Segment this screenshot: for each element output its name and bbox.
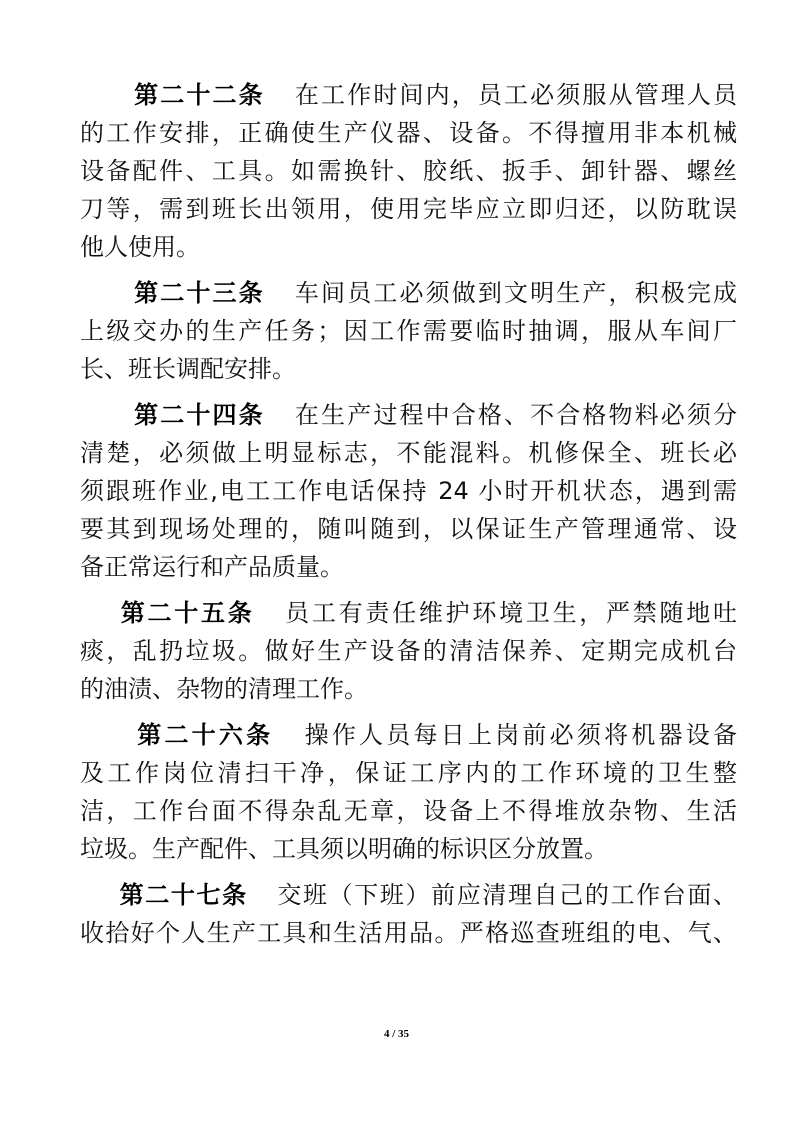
article-27-first-line [80,876,737,914]
article-23-first-line [80,274,737,312]
article-text: 员工有责任维护环境卫生，严禁随地吐 [282,599,738,627]
article-text-line: 洁，工作台面不得杂乱无章，设备上不得堆放杂物、生活 [80,797,737,825]
article-text: 在工作时间内，员工必须服从管理人员 [292,81,738,109]
article-heading: 第二十二条 [132,81,265,109]
article-text-line: 设备配件、工具。如需换针、胶纸、扳手、卸针器、螺丝 [80,157,737,185]
article-text: 交班（下班）前应清理自己的工作台面、 [275,881,737,909]
article-text-line: 上级交办的生产任务；因工作需要临时抽调，服从车间厂 [80,317,737,345]
article-text-line: 要其到现场处理的，随叫随到，以保证生产管理通常、设 [80,515,737,543]
article-heading: 第二十三条 [132,279,265,307]
article-text-line: 备正常运行和产品质量。 [80,553,344,581]
article-text-line: 的工作安排，正确使生产仪器、设备。不得擅用非本机械 [80,119,737,147]
article-heading: 第二十六条 [134,721,274,749]
article-text-line: 刀等，需到班长出领用，使用完毕应立即归还，以防耽误 [80,195,737,223]
article-text-line: 长、班长调配安排。 [80,355,296,383]
article-text-line: 他人使用。 [80,233,200,261]
article-heading: 第二十五条 [118,599,255,627]
article-heading: 第二十七条 [118,881,248,909]
article-24-first-line [80,396,737,434]
article-heading: 第二十四条 [132,401,265,429]
article-text-line: 及工作岗位清扫干净，保证工序内的工作环境的卫生整 [80,759,737,787]
article-text-line: 须跟班作业,电工工作电话保持 24 小时开机状态，遇到需 [80,477,737,505]
article-text: 车间员工必须做到文明生产，积极完成 [292,279,738,307]
page-number: 4 / 35 [383,1028,410,1040]
article-text: 在生产过程中合格、不合格物料必须分 [292,401,738,429]
article-text-line: 收拾好个人生产工具和生活用品。严格巡查班组的电、气、 [80,919,737,947]
article-text-line: 垃圾。生产配件、工具须以明确的标识区分放置。 [80,835,608,863]
article-text: 操作人员每日上岗前必须将机器设备 [301,721,738,749]
article-text-line: 痰，乱扔垃圾。做好生产设备的清洁保养、定期完成机台 [80,637,737,665]
article-text-line: 的油渍、杂物的清理工作。 [80,675,368,703]
article-25-first-line [80,594,737,632]
article-text-line: 清楚，必须做上明显标志，不能混料。机修保全、班长必 [80,439,737,467]
article-26-first-line [80,716,737,754]
article-22-first-line [80,76,737,114]
